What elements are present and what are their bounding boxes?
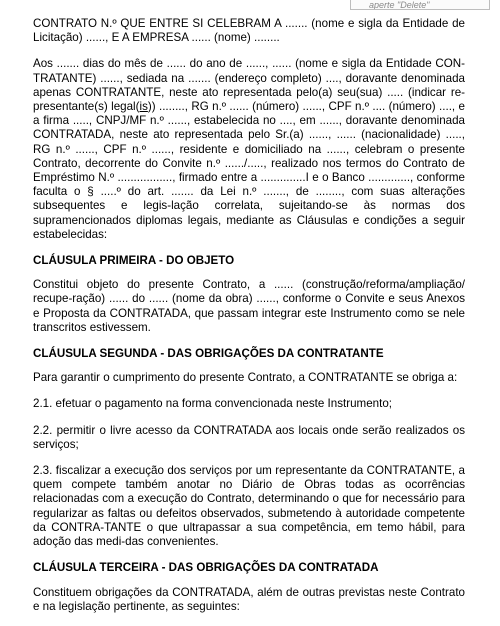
contract-heading-paragraph: CONTRATO N.º QUE ENTRE SI CELEBRAM A ....... (nome e sigla da Entidade de Licitação) ......, E A EMPRESA ...... (nome) ........ bbox=[33, 17, 465, 45]
clause-1-title: CLÁUSULA PRIMEIRA - DO OBJETO bbox=[33, 254, 235, 268]
clause-1-paragraph: Constitui objeto do presente Contrato, a ...... (construção/reforma/ampliação/ recupe-ração) ...... do ...... (nome da obra) ......, conforme o Convite e seus Anexos e Proposta da CONTRATADA, que passam integrar este Instrumento como se nele transcritos estivessem. bbox=[33, 278, 465, 334]
clause-2-item-2-2: 2.2. permitir o livre acesso da CONTRATADA aos locais onde serão realizados os serviços; bbox=[33, 423, 465, 451]
clause-2-paragraph-intro: Para garantir o cumprimento do presente Contrato, a CONTRATANTE se obriga a: bbox=[33, 371, 458, 385]
contract-document bbox=[33, 17, 465, 626]
clause-2-title: CLÁUSULA SEGUNDA - DAS OBRIGAÇÕES DA CONTRATANTE bbox=[33, 347, 384, 361]
clause-3-title: CLÁUSULA TERCEIRA - DAS OBRIGAÇÕES DA CONTRATADA bbox=[33, 561, 379, 575]
clause-2-item-2-1: 2.1. efetuar o pagamento na forma convencionada neste Instrumento; bbox=[33, 397, 392, 411]
delete-hint-text: aperte "Delete" bbox=[369, 0, 430, 10]
clause-3-paragraph: Constituem obrigações da CONTRATADA, além de outras previstas neste Contrato e na legislação pertinente, as seguintes: bbox=[33, 585, 465, 613]
delete-hint-tab bbox=[350, 0, 490, 10]
preamble-text-b: )) ........, RG n.º ...... (número) ......, CPF n.º .... (número) ...., e a firma ....., CNPJ/MF n.º ......, estabelecida no ...., em ......, doravante denominada CONTRATADA, neste ato representada pelo Sr.(a) ......, ...... (nacionalidade) ....., RG n.º ......, CPF n.º ......, residente e domiciliado na ......, celebram o presente Contrato, decorrente do Convite n.º ....../....., realizado nos termos do Contrato de Empréstimo N.º ................., firmado entre a ..............I e o Banco ............., conforme faculta o § .....º do art. ....... da Lei n.º ......., de ........, com suas alterações subsequentes e legis-lação correlata, sujeitando-se às normas dos supramencionados diplomas legais, mediante as Cláusulas e condições a seguir estabelecidas: bbox=[33, 100, 465, 241]
clause-2-item-2-3: 2.3. fiscalizar a execução dos serviços por um representante da CONTRATANTE, a quem compete também anotar no Diário de Obras todas as ocorrências relacionadas com a execução do Contrato, determinando o que for necessário para regularizar as faltas ou defeitos observados, submetendo à autoridade competente da CONTRA-TANTE o que ultrapassar a sua competência, em temo hábil, para adoção das medi-das convenientes. bbox=[33, 464, 465, 549]
preamble-text-a: Aos ....... dias do mês de ...... do ano de ......, ...... (nome e sigla da Entidade CON-TRATANTE) ......, sediada na ....... (endereço completo) ...., doravante denominada apenas CONTRATANTE, neste ato representada pelo(a) seu(sua) ..... (indicar re-presentante(s) legal( bbox=[33, 57, 465, 114]
preamble-underlined-is: is bbox=[139, 100, 148, 114]
preamble-paragraph bbox=[33, 57, 465, 242]
